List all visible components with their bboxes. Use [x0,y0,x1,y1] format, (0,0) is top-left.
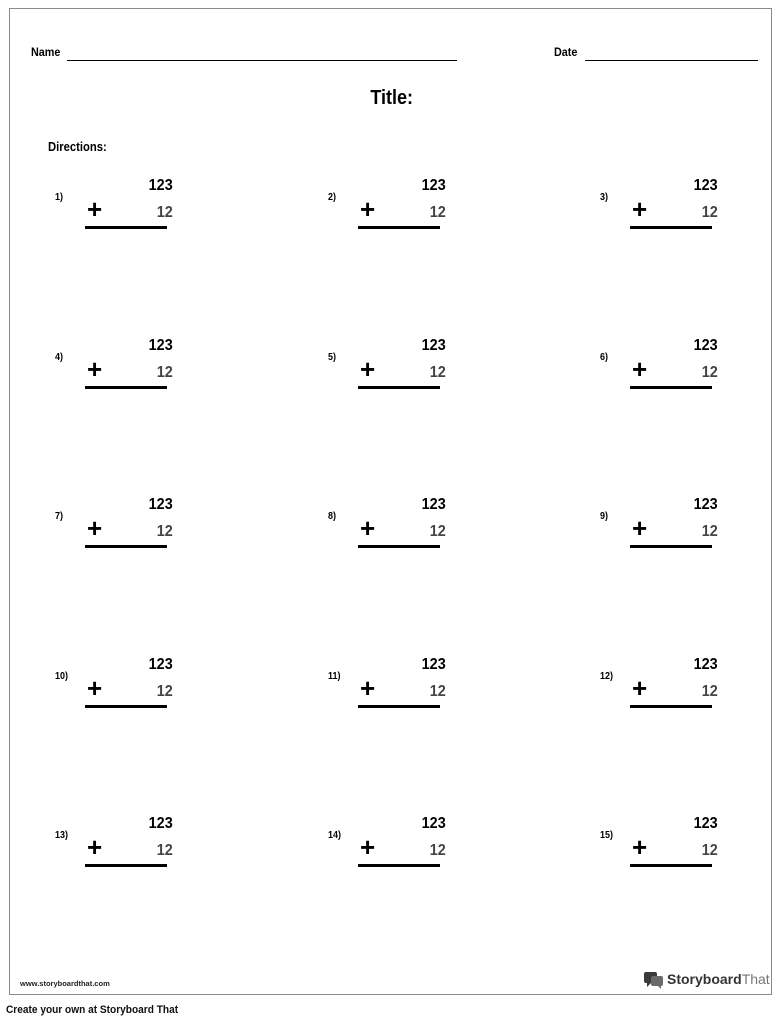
answer-line [630,705,712,708]
logo-text-story: Storyboard [667,971,742,987]
answer-line [630,386,712,389]
top-addend: 123 [693,337,718,354]
problem-number: 7) [55,511,64,522]
bottom-addend: 12 [156,204,173,221]
bottom-addend: 12 [429,523,446,540]
problem-number: 6) [600,352,609,363]
top-addend: 123 [148,177,173,194]
bottom-addend: 12 [701,364,718,381]
footer-text: Create your own at Storyboard That [6,1004,179,1016]
plus-sign: + [360,832,376,862]
answer-line [630,864,712,867]
plus-sign: + [87,513,103,543]
storyboard-that-logo-icon [643,970,665,990]
problem-number: 12) [600,671,614,682]
name-line [67,60,457,61]
plus-sign: + [87,194,103,224]
top-addend: 123 [421,177,446,194]
bottom-addend: 12 [156,842,173,859]
answer-line [358,864,440,867]
problem-number: 9) [600,511,609,522]
bottom-addend: 12 [156,683,173,700]
problem-12 [600,656,718,729]
problem-3 [600,177,718,250]
problem-number: 1) [55,192,64,203]
top-addend: 123 [693,496,718,513]
problem-9 [600,496,718,569]
worksheet-page [9,8,772,995]
problem-number: 5) [328,352,337,363]
problem-13 [55,815,173,888]
problem-11 [328,656,446,729]
name-label: Name [31,45,61,59]
plus-sign: + [632,673,648,703]
top-addend: 123 [693,177,718,194]
problem-2 [328,177,446,250]
top-addend: 123 [693,656,718,673]
plus-sign: + [360,354,376,384]
top-addend: 123 [693,815,718,832]
problem-number: 14) [328,830,342,841]
answer-line [630,545,712,548]
top-addend: 123 [148,496,173,513]
page-title-text: Title: [370,87,413,109]
plus-sign: + [360,194,376,224]
logo-text-that: That [741,971,770,987]
top-addend: 123 [421,496,446,513]
problem-number: 4) [55,352,64,363]
problem-number: 3) [600,192,609,203]
answer-line [358,226,440,229]
plus-sign: + [360,673,376,703]
bottom-addend: 12 [701,842,718,859]
date-label: Date [554,45,578,59]
problem-number: 2) [328,192,337,203]
top-addend: 123 [421,337,446,354]
plus-sign: + [632,354,648,384]
top-addend: 123 [148,815,173,832]
problem-5 [328,337,446,410]
bottom-addend: 12 [156,523,173,540]
problem-8 [328,496,446,569]
directions-label: Directions: [48,140,107,154]
problem-number: 8) [328,511,337,522]
bottom-addend: 12 [701,683,718,700]
bottom-addend: 12 [429,842,446,859]
top-addend: 123 [148,337,173,354]
site-url: www.storyboardthat.com [20,979,110,988]
plus-sign: + [87,354,103,384]
problem-14 [328,815,446,888]
bottom-addend: 12 [429,204,446,221]
problem-7 [55,496,173,569]
answer-line [630,226,712,229]
top-addend: 123 [421,815,446,832]
logo-text [667,971,770,987]
bottom-addend: 12 [156,364,173,381]
answer-line [85,864,167,867]
problem-number: 10) [55,671,69,682]
plus-sign: + [360,513,376,543]
problem-6 [600,337,718,410]
top-addend: 123 [148,656,173,673]
problem-number: 15) [600,830,614,841]
problem-10 [55,656,173,729]
answer-line [85,226,167,229]
plus-sign: + [632,513,648,543]
bottom-addend: 12 [429,683,446,700]
bottom-addend: 12 [429,364,446,381]
plus-sign: + [87,673,103,703]
bottom-addend: 12 [701,523,718,540]
page-title [10,87,773,110]
problem-number: 13) [55,830,69,841]
bottom-addend: 12 [701,204,718,221]
answer-line [85,545,167,548]
plus-sign: + [632,194,648,224]
answer-line [358,545,440,548]
problem-number: 11) [328,671,341,682]
problem-15 [600,815,718,888]
answer-line [358,386,440,389]
top-addend: 123 [421,656,446,673]
date-line [585,60,758,61]
problem-1 [55,177,173,250]
plus-sign: + [87,832,103,862]
answer-line [358,705,440,708]
answer-line [85,386,167,389]
answer-line [85,705,167,708]
problem-4 [55,337,173,410]
plus-sign: + [632,832,648,862]
